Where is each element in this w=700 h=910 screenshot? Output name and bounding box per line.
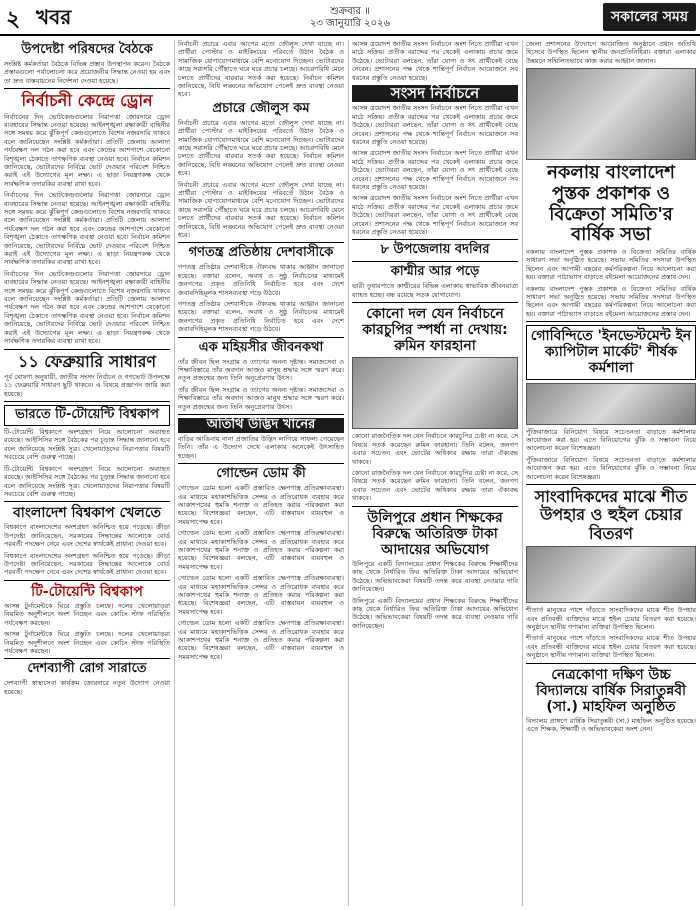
news-photo <box>526 546 696 603</box>
dateline <box>0 6 700 30</box>
day-label: শুক্রবার ॥ <box>330 6 370 17</box>
divider <box>526 321 696 322</box>
article-headline[interactable]: গোবিন্দিতে 'ইনভেস্টমেন্ট ইন ক্যাপিটাল মার্কেট' শীর্ষক কর্মশালা <box>526 325 696 379</box>
article-body: দেশব্যাপী স্বাস্থ্যসেবা কার্যক্রম জোরদারে নতুন উদ্যোগ নেওয়া হয়েছে। <box>4 679 170 696</box>
divider <box>352 239 518 240</box>
column-divider <box>522 40 523 906</box>
article-body: নির্বাচনী প্রচারে এবার আগের মতো জৌলুস দেখা যাচ্ছে না। প্রার্থীরা পোস্টার ও মাইকিংয়ের পরিবর্তে উঠান বৈঠক ও সামাজিক যোগাযোগমাধ্যমে বেশি মনোযোগ দিচ্ছেন। ভোটারদের কাছে সরাসরি পৌঁছাতে ঘরে ঘরে প্রচার চলছে। আচরণবিধি মেনে চলতে প্রার্থীদের বারবার সতর্ক করা হয়েছে। নির্বাচন কমিশন জানিয়েছে, বিধি লঙ্ঘনের অভিযোগ পেলেই দ্রুত ব্যবস্থা নেওয়া হবে। <box>178 180 344 240</box>
divider <box>4 349 170 350</box>
news-photo <box>352 357 518 429</box>
divider <box>178 337 344 338</box>
article-headline[interactable]: গোল্ডেন ডোম কী <box>216 466 306 482</box>
article-body: নির্বাচনের দিন ভোটকেন্দ্রগুলোর নিরাপত্তা জোরদারে ড্রোন ব্যবহারের সিদ্ধান্ত নেওয়া হয়েছে। আইনশৃঙ্খলা রক্ষাকারী বাহিনীর সঙ্গে সমন্বয় করে ঝুঁকিপূর্ণ কেন্দ্রগুলোতে বিশেষ নজরদারি থাকবে বলে জানিয়েছেন সংশ্লিষ্ট কর্মকর্তারা। প্রতিটি জেলায় আলাদা পর্যবেক্ষণ দল গঠন করা হবে এবং কেন্দ্রের আশপাশে যেকোনো বিশৃঙ্খলা ঠেকাতে তাৎক্ষণিক ব্যবস্থা নেওয়া হবে। নির্বাচন কমিশন জানিয়েছে, ভোটারদের নির্বিঘ্নে ভোট দেওয়ার পরিবেশ নিশ্চিত করাই এই উদ্যোগের মূল লক্ষ্য। এ ছাড়া নিয়ন্ত্রণকক্ষ থেকে সার্বক্ষণিক তদারকির ব্যবস্থা রাখা হবে। <box>4 191 170 267</box>
divider <box>352 506 518 507</box>
article-headline[interactable]: ১১ ফেব্রুয়ারি সাধারণ <box>17 351 157 371</box>
article-headline[interactable]: প্রচারে জৌলুস কম <box>212 100 310 116</box>
article-headline[interactable]: এক মহিয়সীর জীবনকথা <box>198 339 324 355</box>
article-body: কোনো রাজনৈতিক দল যেন নির্বাচনে কারচুপির চেষ্টা না করে, সে বিষয়ে সতর্ক করেছেন রুমিন ফারহানা। তিনি বলেন, জনগণ এবার সচেতন এবং ভোটের অধিকার রক্ষায় তারা ঐক্যবদ্ধ থাকবে। <box>352 432 518 466</box>
column-4 <box>526 40 696 906</box>
article-headline[interactable]: কোনো দল যেন নির্বাচনে কারচুপির স্পর্ধা না দেখায়: রুমিন ফারহানা <box>362 306 508 355</box>
article-headline[interactable]: নেত্রকোণা দক্ষিণ উচ্চ বিদ্যালয়ে বার্ষিক সিরাতুন্নবী (সা.) মাহফিল অনুষ্ঠিত <box>535 666 686 715</box>
article-headline[interactable]: নির্বাচনী কেন্দ্রে ড্রোন <box>21 91 153 111</box>
article-headline[interactable]: কাশ্মীর আর পড়ে <box>390 264 480 280</box>
divider <box>4 658 170 659</box>
divider <box>4 501 170 502</box>
article-headline[interactable]: ৮ উপজেলায় বদলির <box>380 242 490 258</box>
column-divider <box>348 40 349 906</box>
article-body: নকলায় বাংলাদেশ পুস্তক প্রকাশক ও বিক্রেতা সমিতির বার্ষিক সাধারণ সভা অনুষ্ঠিত হয়েছে। সভায় সমিতির সদস্যরা উপস্থিত ছিলেন এবং আগামী বছরের কর্মপরিকল্পনা নিয়ে আলোচনা করা হয়। বক্তারা পাঠাভ্যাস বাড়াতে বইমেলা আয়োজনের প্রস্তাব দেন। <box>526 284 696 318</box>
article-body: গোল্ডেন ডোম হলো একটি প্রস্তাবিত ক্ষেপণাস্ত্র প্রতিরক্ষাব্যবস্থা। এর মাধ্যমে মহাকাশভিত্তিক সেন্সর ও প্রতিরোধক ব্যবহার করে আকাশপথের হুমকি শনাক্ত ও প্রতিহত করার পরিকল্পনা করা হয়েছে। বিশেষজ্ঞরা বলছেন, এটি বাস্তবায়ন ব্যয়বহুল ও সময়সাপেক্ষ হবে। <box>178 484 344 526</box>
article-headline[interactable]: ভারতে টি-টোয়েন্টি বিশ্বকাপ <box>4 405 170 426</box>
article-body: পুঁজিবাজারে বিনিয়োগ বিষয়ে সচেতনতা বাড়াতে কর্মশালার আয়োজন করা হয়। এতে বিনিয়োগের ঝুঁকি ও সম্ভাবনা নিয়ে আলোচনা করেন বিশেষজ্ঞরা। <box>526 455 696 481</box>
article-body: নির্বাচনের দিন ভোটকেন্দ্রগুলোর নিরাপত্তা জোরদারে ড্রোন ব্যবহারের সিদ্ধান্ত নেওয়া হয়েছে। আইনশৃঙ্খলা রক্ষাকারী বাহিনীর সঙ্গে সমন্বয় করে ঝুঁকিপূর্ণ কেন্দ্রগুলোতে বিশেষ নজরদারি থাকবে বলে জানিয়েছেন সংশ্লিষ্ট কর্মকর্তারা। প্রতিটি জেলায় আলাদা পর্যবেক্ষণ দল গঠন করা হবে এবং কেন্দ্রের আশপাশে যেকোনো বিশৃঙ্খলা ঠেকাতে তাৎক্ষণিক ব্যবস্থা নেওয়া হবে। নির্বাচন কমিশন জানিয়েছে, ভোটারদের নির্বিঘ্নে ভোট দেওয়ার পরিবেশ নিশ্চিত করাই এই উদ্যোগের মূল লক্ষ্য। এ ছাড়া নিয়ন্ত্রণকক্ষ থেকে সার্বক্ষণিক তদারকির ব্যবস্থা রাখা হবে। <box>4 112 170 188</box>
article-body: ভারী তুষারপাতে কাশ্মীরের বিভিন্ন এলাকায় স্বাভাবিক জীবনযাত্রা ব্যাহত হচ্ছে। বন্ধ রয়েছে সড়ক যোগাযোগ। <box>352 282 518 299</box>
article-body: গোল্ডেন ডোম হলো একটি প্রস্তাবিত ক্ষেপণাস্ত্র প্রতিরক্ষাব্যবস্থা। এর মাধ্যমে মহাকাশভিত্তিক সেন্সর ও প্রতিরোধক ব্যবহার করে আকাশপথের হুমকি শনাক্ত ও প্রতিহত করার পরিকল্পনা করা হয়েছে। বিশেষজ্ঞরা বলছেন, এটি বাস্তবায়ন ব্যয়বহুল ও সময়সাপেক্ষ হবে। <box>178 529 344 571</box>
column-1 <box>4 40 170 906</box>
article-body: আসন্ন ত্রয়োদশ জাতীয় সংসদ নির্বাচনে অংশ নিতে প্রার্থীরা এখন মাঠে সক্রিয়। প্রতীক বরাদ্দের পর থেকেই এলাকায় প্রচার জমে উঠেছে। ভোটাররা বলছেন, তাঁরা যোগ্য ও সৎ প্রার্থীকেই বেছে নেবেন। প্রশাসনের পক্ষ থেকে শান্তিপূর্ণ নির্বাচন আয়োজনে সব ধরনের প্রস্তুতি নেওয়া হয়েছে। <box>352 149 518 191</box>
divider <box>526 663 696 664</box>
article-headline[interactable]: সাংবাদিকদের মাঝে শীত উপহার ও হুইল চেয়ার বিতরণ <box>534 486 688 543</box>
article-headline[interactable]: বাংলাদেশ বিশ্বকাপ খেলতে <box>13 505 161 522</box>
article-body: গণতন্ত্র প্রতিষ্ঠায় দেশবাসীকে ঐক্যবদ্ধ থাকার আহ্বান জানানো হয়েছে। বক্তারা বলেন, অবাধ ও সুষ্ঠু নির্বাচনের মাধ্যমেই জনগণের প্রকৃত প্রতিনিধি নির্বাচিত হবে এবং দেশে জবাবদিহিমূলক শাসনব্যবস্থা গড়ে উঠবে। <box>178 263 344 297</box>
article-headline[interactable]: টি-টোয়েন্টি বিশ্বকাপ <box>31 583 143 600</box>
article-body: আসন্ন ত্রয়োদশ জাতীয় সংসদ নির্বাচনে অংশ নিতে প্রার্থীরা এখন মাঠে সক্রিয়। প্রতীক বরাদ্দের পর থেকেই এলাকায় প্রচার জমে উঠেছে। ভোটাররা বলছেন, তাঁরা যোগ্য ও সৎ প্রার্থীকেই বেছে নেবেন। প্রশাসনের পক্ষ থেকে শান্তিপূর্ণ নির্বাচন আয়োজনে সব ধরনের প্রস্তুতি নেওয়া হয়েছে। <box>352 104 518 146</box>
article-body: গোল্ডেন ডোম হলো একটি প্রস্তাবিত ক্ষেপণাস্ত্র প্রতিরক্ষাব্যবস্থা। এর মাধ্যমে মহাকাশভিত্তিক সেন্সর ও প্রতিরোধক ব্যবহার করে আকাশপথের হুমকি শনাক্ত ও প্রতিহত করার পরিকল্পনা করা হয়েছে। বিশেষজ্ঞরা বলছেন, এটি বাস্তবায়ন ব্যয়বহুল ও সময়সাপেক্ষ হবে। <box>178 574 344 616</box>
column-3 <box>352 40 518 906</box>
article-body: বিশ্বকাপে বাংলাদেশের অংশগ্রহণ অনিশ্চিত হয়ে পড়েছে। ক্রীড়া উপদেষ্টা জানিয়েছেন, সরকারের সিদ্ধান্তের আলোকে বোর্ড পরবর্তী পদক্ষেপ নেবে এবং দেশের স্বার্থকেই প্রাধান্য দেওয়া হবে। <box>4 523 170 549</box>
article-body: আসন্ন টুর্নামেন্টকে ঘিরে প্রস্তুতি চলছে। দলের খেলোয়াড়রা নিয়মিত অনুশীলনে অংশ নিচ্ছেন এবং কোচিং স্টাফ পরিস্থিতি পর্যবেক্ষণ করছেন। <box>4 601 170 627</box>
article-body: বাড়ির আঙিনায় নানা প্রজাতির উদ্ভিদ লাগিয়ে সাফল্য পেয়েছেন তিনি। তাঁর এ উদ্যোগ দেখে এলাকার অনেকেই উৎসাহিত হচ্ছেন। <box>178 434 344 460</box>
divider <box>178 414 344 415</box>
article-body: নির্বাচনের দিন ভোটকেন্দ্রগুলোর নিরাপত্তা জোরদারে ড্রোন ব্যবহারের সিদ্ধান্ত নেওয়া হয়েছে। আইনশৃঙ্খলা রক্ষাকারী বাহিনীর সঙ্গে সমন্বয় করে ঝুঁকিপূর্ণ কেন্দ্রগুলোতে বিশেষ নজরদারি থাকবে বলে জানিয়েছেন সংশ্লিষ্ট কর্মকর্তারা। প্রতিটি জেলায় আলাদা পর্যবেক্ষণ দল গঠন করা হবে এবং কেন্দ্রের আশপাশে যেকোনো বিশৃঙ্খলা ঠেকাতে তাৎক্ষণিক ব্যবস্থা নেওয়া হবে। নির্বাচন কমিশন জানিয়েছে, ভোটারদের নির্বিঘ্নে ভোট দেওয়ার পরিবেশ নিশ্চিত করাই এই উদ্যোগের মূল লক্ষ্য। এ ছাড়া নিয়ন্ত্রণকক্ষ থেকে সার্বক্ষণিক তদারকির ব্যবস্থা রাখা হবে। <box>4 269 170 346</box>
article-body: উলিপুরে একটি বিদ্যালয়ের প্রধান শিক্ষকের বিরুদ্ধে শিক্ষার্থীদের কাছ থেকে নির্ধারিত ফির অতিরিক্ত টাকা আদায়ের অভিযোগ উঠেছে। অভিভাবকেরা বিষয়টি তদন্ত করে ব্যবস্থা নেওয়ার দাবি জানিয়েছেন। <box>352 596 518 630</box>
divider <box>352 302 518 303</box>
article-body: তাঁর জীবন ছিল সংগ্রাম ও ত্যাগের অনন্য দৃষ্টান্ত। সমাজসেবা ও শিক্ষাবিস্তারে তাঁর অবদান আজও মানুষ শ্রদ্ধার সঙ্গে স্মরণ করে। নতুন প্রজন্মের জন্য তিনি অনুপ্রেরণার উৎস। <box>178 385 344 411</box>
brand-logo: সকালের সময় <box>603 3 696 31</box>
article-body: নির্বাচনী প্রচারে এবার আগের মতো জৌলুস দেখা যাচ্ছে না। প্রার্থীরা পোস্টার ও মাইকিংয়ের পরিবর্তে উঠান বৈঠক ও সামাজিক যোগাযোগমাধ্যমে বেশি মনোযোগ দিচ্ছেন। ভোটারদের কাছে সরাসরি পৌঁছাতে ঘরে ঘরে প্রচার চলছে। আচরণবিধি মেনে চলতে প্রার্থীদের বারবার সতর্ক করা হয়েছে। নির্বাচন কমিশন জানিয়েছে, বিধি লঙ্ঘনের অভিযোগ পেলেই দ্রুত ব্যবস্থা নেওয়া হবে। <box>178 118 344 178</box>
divider <box>4 580 170 581</box>
section-name: খবর <box>36 5 72 29</box>
article-headline[interactable]: উপদেষ্টা পরিষদের বৈঠকে <box>21 42 153 57</box>
article-body: আসন্ন ত্রয়োদশ জাতীয় সংসদ নির্বাচনে অংশ নিতে প্রার্থীরা এখন মাঠে সক্রিয়। প্রতীক বরাদ্দের পর থেকেই এলাকায় প্রচার জমে উঠেছে। ভোটাররা বলছেন, তাঁরা যোগ্য ও সৎ প্রার্থীকেই বেছে নেবেন। প্রশাসনের পক্ষ থেকে শান্তিপূর্ণ নির্বাচন আয়োজনে সব ধরনের প্রস্তুতি নেওয়া হয়েছে। <box>352 194 518 236</box>
article-body: পূর্ব ঘোষণা অনুযায়ী, জাতীয় সংসদ নির্বাচন ও গণভোট উপলক্ষে ১১ ফেব্রুয়ারি সাধারণ ছুটি থাকবে। এ বিষয়ে প্রজ্ঞাপন জারি করা হয়েছে। <box>4 372 170 398</box>
divider <box>178 463 344 464</box>
article-headline[interactable]: নকলায় বাংলাদেশ পুস্তক প্রকাশক ও বিক্রেতা সমিতি'র বার্ষিক সভা <box>547 162 675 246</box>
article-headline[interactable]: দেশব্যাপী রোগ সারাতে <box>27 661 147 677</box>
news-photo <box>526 383 696 425</box>
divider <box>526 484 696 485</box>
article-body: আসন্ন টুর্নামেন্টকে ঘিরে প্রস্তুতি চলছে। দলের খেলোয়াড়রা নিয়মিত অনুশীলনে অংশ নিচ্ছেন এবং কোচিং স্টাফ পরিস্থিতি পর্যবেক্ষণ করছেন। <box>4 630 170 655</box>
article-body: তাঁর জীবন ছিল সংগ্রাম ও ত্যাগের অনন্য দৃষ্টান্ত। সমাজসেবা ও শিক্ষাবিস্তারে তাঁর অবদান আজও মানুষ শ্রদ্ধার সঙ্গে স্মরণ করে। নতুন প্রজন্মের জন্য তিনি অনুপ্রেরণার উৎস। <box>178 357 344 383</box>
divider <box>178 242 344 243</box>
article-headline[interactable]: সংসদ নির্বাচনে <box>352 85 518 102</box>
article-body: সংশ্লিষ্ট কর্মকর্তারা বৈঠকে বিভিন্ন প্রস্তাব উপস্থাপন করেন। বৈঠকে প্রস্তাবগুলো পর্যালোচনা করে প্রয়োজনীয় সিদ্ধান্ত নেওয়া হয় এবং তা দ্রুত বাস্তবায়নের নির্দেশনা দেওয়া হয়েছে। <box>4 59 170 85</box>
divider <box>352 261 518 262</box>
divider <box>4 88 170 89</box>
column-2 <box>178 40 344 906</box>
article-body: গোল্ডেন ডোম হলো একটি প্রস্তাবিত ক্ষেপণাস্ত্র প্রতিরক্ষাব্যবস্থা। এর মাধ্যমে মহাকাশভিত্তিক সেন্সর ও প্রতিরোধক ব্যবহার করে আকাশপথের হুমকি শনাক্ত ও প্রতিহত করার পরিকল্পনা করা হয়েছে। বিশেষজ্ঞরা বলছেন, এটি বাস্তবায়ন ব্যয়বহুল ও সময়সাপেক্ষ হবে। <box>178 619 344 661</box>
article-headline[interactable]: গণতন্ত্র প্রতিষ্ঠায় দেশবাসীকে <box>188 245 334 261</box>
article-body: বিদ্যালয় প্রাঙ্গণে বার্ষিক সিরাতুন্নবী (সা.) মাহফিল অনুষ্ঠিত হয়েছে। এতে শিক্ষক, শিক্ষার্থী ও অভিভাবকেরা অংশ নেন। <box>526 716 696 734</box>
article-headline[interactable]: অতিথি উদ্ভিদ খানের <box>178 418 344 433</box>
article-body: নকলায় বাংলাদেশ পুস্তক প্রকাশক ও বিক্রেতা সমিতির বার্ষিক সাধারণ সভা অনুষ্ঠিত হয়েছে। সভায় সমিতির সদস্যরা উপস্থিত ছিলেন এবং আগামী বছরের কর্মপরিকল্পনা নিয়ে আলোচনা করা হয়। বক্তারা পাঠাভ্যাস বাড়াতে বইমেলা আয়োজনের প্রস্তাব দেন। <box>526 247 696 282</box>
article-headline[interactable]: উলিপুরে প্রধান শিক্ষকের বিরুদ্ধে অতিরিক্ত টাকা আদায়ের অভিযোগ <box>367 509 503 558</box>
page-number: ২ <box>6 7 21 32</box>
article-body: টি-টোয়েন্টি বিশ্বকাপে অংশগ্রহণ নিয়ে আলোচনা অব্যাহত রয়েছে। আইসিসির সঙ্গে বৈঠকের পর চূড়ান্ত সিদ্ধান্ত জানানো হবে বলে জানিয়েছে সংশ্লিষ্ট সূত্র। খেলোয়াড়দের নিরাপত্তার বিষয়টি সবচেয়ে বেশি গুরুত্ব পাচ্ছে। <box>4 428 170 462</box>
article-body: পুঁজিবাজারে বিনিয়োগ বিষয়ে সচেতনতা বাড়াতে কর্মশালার আয়োজন করা হয়। এতে বিনিয়োগের ঝুঁকি ও সম্ভাবনা নিয়ে আলোচনা করেন বিশেষজ্ঞরা। <box>526 427 696 453</box>
article-body: নির্বাচনী প্রচারে এবার আগের মতো জৌলুস দেখা যাচ্ছে না। প্রার্থীরা পোস্টার ও মাইকিংয়ের পরিবর্তে উঠান বৈঠক ও সামাজিক যোগাযোগমাধ্যমে বেশি মনোযোগ দিচ্ছেন। ভোটারদের কাছে সরাসরি পৌঁছাতে ঘরে ঘরে প্রচার চলছে। আচরণবিধি মেনে চলতে প্রার্থীদের বারবার সতর্ক করা হয়েছে। নির্বাচন কমিশন জানিয়েছে, বিধি লঙ্ঘনের অভিযোগ পেলেই দ্রুত ব্যবস্থা নেওয়া হবে। <box>178 40 344 99</box>
divider <box>4 401 170 402</box>
masthead <box>0 0 700 36</box>
column-divider <box>174 40 175 906</box>
article-body: শীতার্ত মানুষের পাশে দাঁড়াতে সাংবাদিকদের মাঝে শীত উপহার এবং প্রতিবন্ধী ব্যক্তিদের মাঝে হুইল চেয়ার বিতরণ করা হয়েছে। অনুষ্ঠানে স্থানীয় গণ্যমান্য ব্যক্তিরা উপস্থিত ছিলেন। <box>526 606 696 631</box>
article-body: কোনো রাজনৈতিক দল যেন নির্বাচনে কারচুপির চেষ্টা না করে, সে বিষয়ে সতর্ক করেছেন রুমিন ফারহানা। তিনি বলেন, জনগণ এবার সচেতন এবং ভোটের অধিকার রক্ষায় তারা ঐক্যবদ্ধ থাকবে। <box>352 468 518 503</box>
article-body: গণতন্ত্র প্রতিষ্ঠায় দেশবাসীকে ঐক্যবদ্ধ থাকার আহ্বান জানানো হয়েছে। বক্তারা বলেন, অবাধ ও সুষ্ঠু নির্বাচনের মাধ্যমেই জনগণের প্রকৃত প্রতিনিধি নির্বাচিত হবে এবং দেশে জবাবদিহিমূলক শাসনব্যবস্থা গড়ে উঠবে। <box>178 300 344 334</box>
article-body: বিশ্বকাপে বাংলাদেশের অংশগ্রহণ অনিশ্চিত হয়ে পড়েছে। ক্রীড়া উপদেষ্টা জানিয়েছেন, সরকারের সিদ্ধান্তের আলোকে বোর্ড পরবর্তী পদক্ষেপ নেবে এবং দেশের স্বার্থকেই প্রাধান্য দেওয়া হবে। <box>4 551 170 577</box>
article-body: টি-টোয়েন্টি বিশ্বকাপে অংশগ্রহণ নিয়ে আলোচনা অব্যাহত রয়েছে। আইসিসির সঙ্গে বৈঠকের পর চূড়ান্ত সিদ্ধান্ত জানানো হবে বলে জানিয়েছে সংশ্লিষ্ট সূত্র। খেলোয়াড়দের নিরাপত্তার বিষয়টি সবচেয়ে বেশি গুরুত্ব পাচ্ছে। <box>4 464 170 498</box>
article-body: জেলা প্রশাসনের উদ্যোগে আয়োজিত অনুষ্ঠানে প্রধান অতিথি হিসেবে উপস্থিত ছিলেন স্থানীয় জনপ্রতিনিধিরা। বক্তারা এলাকার উন্নয়নে সম্মিলিতভাবে কাজ করার আহ্বান জানান। <box>526 40 696 65</box>
article-body: শীতার্ত মানুষের পাশে দাঁড়াতে সাংবাদিকদের মাঝে শীত উপহার এবং প্রতিবন্ধী ব্যক্তিদের মাঝে হুইল চেয়ার বিতরণ করা হয়েছে। অনুষ্ঠানে স্থানীয় গণ্যমান্য ব্যক্তিরা উপস্থিত ছিলেন। <box>526 634 696 660</box>
article-body: আসন্ন ত্রয়োদশ জাতীয় সংসদ নির্বাচনে অংশ নিতে প্রার্থীরা এখন মাঠে সক্রিয়। প্রতীক বরাদ্দের পর থেকেই এলাকায় প্রচার জমে উঠেছে। ভোটাররা বলছেন, তাঁরা যোগ্য ও সৎ প্রার্থীকেই বেছে নেবেন। প্রশাসনের পক্ষ থেকে শান্তিপূর্ণ নির্বাচন আয়োজনে সব ধরনের প্রস্তুতি নেওয়া হয়েছে। <box>352 40 518 82</box>
article-body: উলিপুরে একটি বিদ্যালয়ের প্রধান শিক্ষকের বিরুদ্ধে শিক্ষার্থীদের কাছ থেকে নির্ধারিত ফির অতিরিক্ত টাকা আদায়ের অভিযোগ উঠেছে। অভিভাবকেরা বিষয়টি তদন্ত করে ব্যবস্থা নেওয়ার দাবি জানিয়েছেন। <box>352 559 518 594</box>
news-photo <box>526 68 696 160</box>
date-label: ২৩ জানুয়ারি ২০২৬ <box>309 18 391 29</box>
